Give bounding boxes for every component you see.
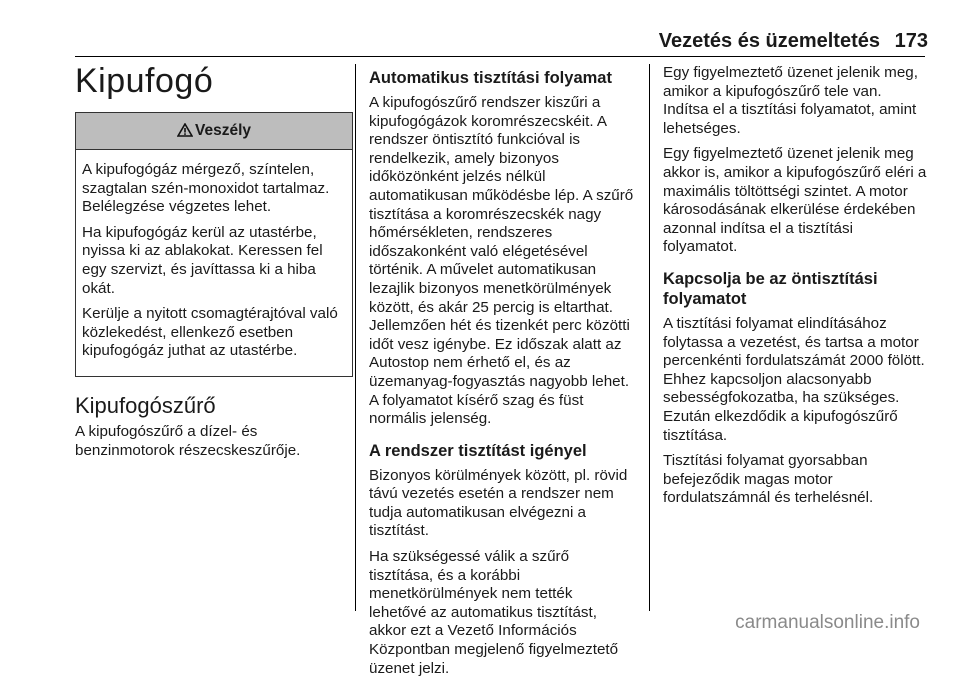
warning-triangle-icon xyxy=(177,115,193,129)
warning-paragraph: Ha kipufogógáz kerül az utastérbe, nyissa ki az ablakokat. Keressen fel egy szervizt, és javíttassa ki a hiba okát. xyxy=(82,223,323,297)
needs-cleaning-paragraph: Ha szükségessé válik a szűrő tisztítása, és a korábbi menetkörülmények nem tették lehetővé az automatikus tisztítást, akkor ezt a Vezető Információs Központban megjelenő figyelmeztető üzenet jelzi. xyxy=(369,548,619,677)
column-divider xyxy=(649,64,650,611)
needs-cleaning-paragraph: Bizonyos körülmények között, pl. rövid távú vezetés esetén a rendszer nem tudja automatikusan elvégezni a tisztítást. xyxy=(369,466,628,540)
header-rule xyxy=(75,56,925,57)
page-number: 173 xyxy=(894,30,928,52)
column-middle xyxy=(369,64,634,678)
column-left xyxy=(75,112,350,467)
section-heading-filter: Kipufogószűrő xyxy=(75,392,216,418)
warning-paragraph: Kerülje a nyitott csomagtérajtóval való közlekedést, ellenkező esetben kipufogógáz juthat az utastérbe. xyxy=(82,305,338,360)
warning-header xyxy=(76,113,352,150)
heading-needs-cleaning: A rendszer tisztítást igényel xyxy=(369,441,587,460)
needs-cleaning-paragraph: Egy figyelmeztető üzenet jelenik meg akkor is, amikor a kipufogószűrő eléri a maximális töltöttségi szintet. A motor károsodásának elkerülése érdekében azonnal indítsa el a tisztítási folyamatot. xyxy=(663,145,927,256)
footer-watermark: carmanualsonline.info xyxy=(735,612,920,633)
warning-label: Veszély xyxy=(194,122,252,139)
activate-paragraph: A tisztítási folyamat elindításához folytassa a vezetést, és tartsa a motor percenkénti fordulatszámát 2000 fölött. Ehhez kapcsoljon alacsonyabb sebességfokozatba, ha szükséges. Ezután elkezdődik a kipufogószűrő tisztítása. xyxy=(663,314,925,444)
heading-activate: Kapcsolja be az öntisztítási folyamatot xyxy=(663,269,878,308)
column-right xyxy=(663,64,928,515)
running-head: Vezetés és üzemeltetés xyxy=(658,30,880,52)
warning-paragraph: A kipufogógáz mérgező, színtelen, szagtalan szén-monoxidot tartalmaz. Belélegzése végzetes lehet. xyxy=(82,161,330,216)
page-title: Kipufogó xyxy=(75,62,214,100)
needs-cleaning-paragraph: Egy figyelmeztető üzenet jelenik meg, amikor a kipufogószűrő tele van. Indítsa el a tisztítási folyamatot, amint lehetséges. xyxy=(663,64,918,137)
warning-box xyxy=(75,112,353,377)
filter-text: A kipufogószűrő a dízel- és benzinmotorok részecskeszűrője. xyxy=(75,422,301,459)
auto-cleaning-text: A kipufogószűrő rendszer kiszűri a kipufogógázok koromrészecskéit. A rendszer öntisztító funkcióval is rendelkezik, amely bizonyos időközönként jelzés nélkül automatikusan működésbe lép. A szűrő tisztítása a koromrészecskék nagy hőmérsékleten, rendszeres időszakonként való elégetésével történik. A művelet automatikusan lezajlik bizonyos menetkörülmények között, és akár 25 percig is eltarthat. Jellemzően hét és tizenkét perc közötti időt vesz igénybe. Ez időszak alatt az Autostop nem érhető el, és az üzemanyag-fogyasztás nagyobb lehet. A folyamatot kísérő szag és füst normális jelenség. xyxy=(369,94,634,428)
activate-paragraph: Tisztítási folyamat gyorsabban befejeződik magas motor fordulatszámnál és terhelésnél. xyxy=(663,452,874,507)
heading-auto-cleaning: Automatikus tisztítási folyamat xyxy=(369,69,612,87)
warning-body xyxy=(76,150,352,376)
column-divider xyxy=(355,64,356,611)
